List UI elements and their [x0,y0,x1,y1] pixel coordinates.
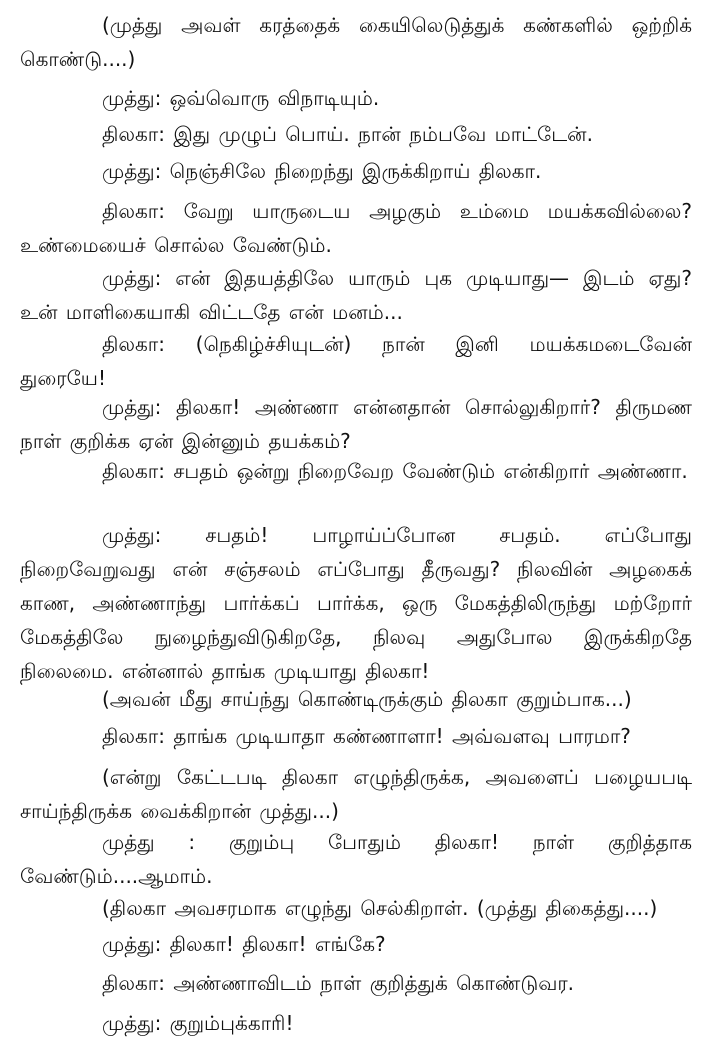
dialogue-paragraph: முத்து: நெஞ்சிலே நிறைந்து இருக்கிறாய் திலகா. [102,159,542,183]
stage-direction-paragraph: (முத்து அவள் கரத்தைக் கையிலெடுத்துக் கண்களில் ஒற்றிக் கொண்டு....) [20,13,692,71]
dialogue-paragraph: திலகா: அண்ணாவிடம் நாள் குறித்துக் கொண்டுவர. [102,971,575,995]
dialogue-paragraph: திலகா: வேறு யாருடைய அழகும் உம்மை மயக்கவில்லை? உண்மையைச் சொல்ல வேண்டும். [20,199,692,257]
stage-direction-paragraph: (என்று கேட்டபடி திலகா எழுந்திருக்க, அவளைப் பழையபடி சாய்ந்திருக்க வைக்கிறான் முத்து...) [20,765,692,823]
dialogue-paragraph: திலகா: சபதம் ஒன்று நிறைவேற வேண்டும் என்கிறார் அண்ணா. [102,459,688,483]
dialogue-paragraph: திலகா: (நெகிழ்ச்சியுடன்) நான் இனி மயக்கமடைவேன் துரையே! [20,332,692,390]
dialogue-paragraph: முத்து: என் இதயத்திலே யாரும் புக முடியாது— இடம் ஏது? உன் மாளிகையாகி விட்டதே என் மனம்... [20,266,692,324]
dialogue-paragraph: திலகா: இது முழுப் பொய். நான் நம்பவே மாட்டேன். [102,122,593,146]
dialogue-paragraph: முத்து: திலகா! அண்ணா என்னதான் சொல்லுகிறார்? திருமண நாள் குறிக்க ஏன் இன்னும் தயக்கம்? [20,395,692,453]
dialogue-paragraph: முத்து : குறும்பு போதும் திலகா! நாள் குறித்தாக வேண்டும்....ஆமாம். [20,830,692,888]
dialogue-paragraph: முத்து: திலகா! திலகா! எங்கே? [102,932,386,956]
dialogue-paragraph: முத்து: குறும்புக்காரி! [102,1011,294,1035]
stage-direction-paragraph: (திலகா அவசரமாக எழுந்து செல்கிறாள். (முத்து திகைத்து....) [102,896,658,920]
stage-direction-paragraph: (அவன் மீது சாய்ந்து கொண்டிருக்கும் திலகா குறும்பாக...) [102,687,632,711]
dialogue-paragraph: முத்து: சபதம்! பாழாய்ப்போன சபதம். எப்போது நிறைவேறுவது என் சஞ்சலம் எப்போது தீருவது? நிலவின் அழகைக் காண, அண்ணாந்து பார்க்கப் பார்க்க, ஒரு மேகத்திலிருந்து மற்றோர் மேகத்திலே நுழைந்துவிடுகிறதே, நிலவு அதுபோல இருக்கிறதே நிலைமை. என்னால் தாங்க முடியாது திலகா! [20,523,692,683]
dialogue-paragraph: திலகா: தாங்க முடியாதா கண்ணாளா! அவ்வளவு பாரமா? [102,724,631,748]
dialogue-paragraph: முத்து: ஒவ்வொரு விநாடியும். [102,86,380,110]
